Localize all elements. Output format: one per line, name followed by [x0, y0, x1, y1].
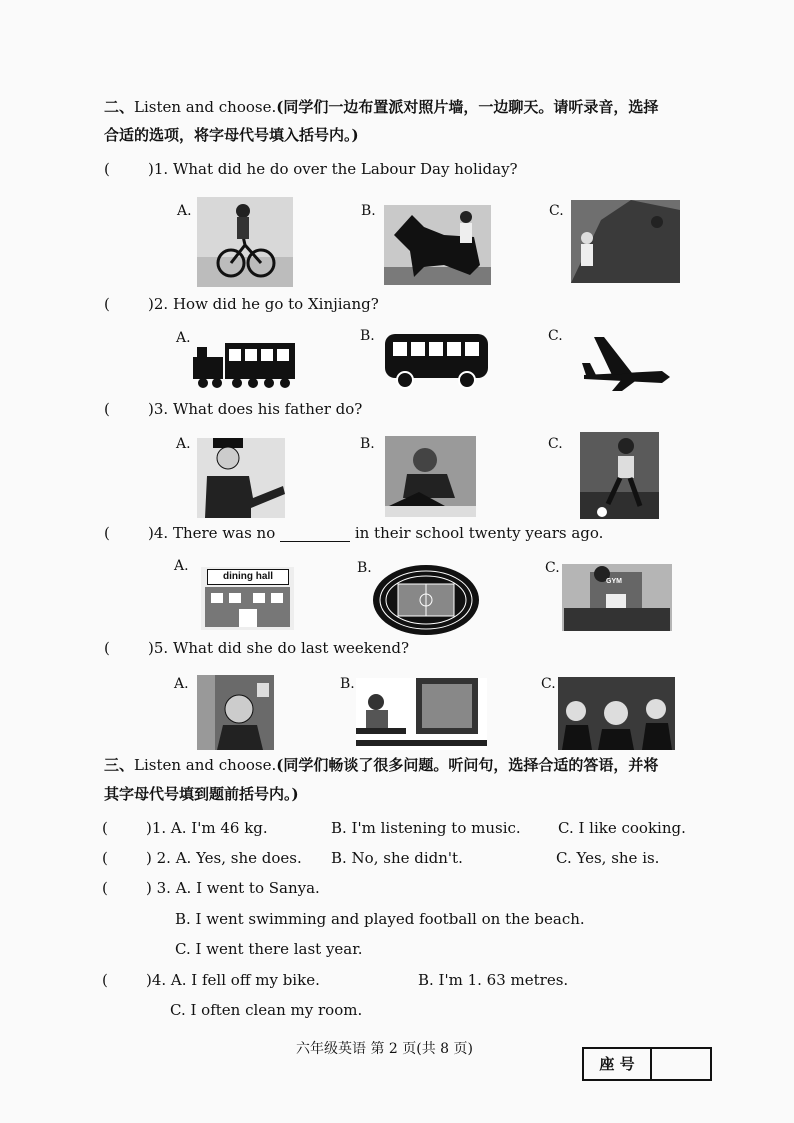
section2-number: 二、: [104, 98, 135, 116]
q5-question: )5. What did she do last weekend?: [148, 639, 410, 657]
office-worker-picture: [385, 436, 476, 517]
s3-q1-option-b: B. I'm listening to music.: [331, 819, 521, 837]
q5-option-b-label: B.: [340, 676, 355, 692]
s3-q3-option-a: ) 3. A. I went to Sanya.: [146, 879, 320, 897]
q5-option-c-label: C.: [541, 676, 556, 692]
section3-number: 三、: [104, 756, 135, 774]
riding-horse-picture: [384, 205, 491, 285]
q3-paren: (: [104, 400, 110, 418]
airplane-icon: [582, 333, 672, 391]
section3-heading-line2: 其字母代号填到题前括号内。): [104, 785, 299, 803]
q5-paren: (: [104, 639, 110, 657]
dining-hall-sign: dining hall: [207, 569, 289, 585]
watching-tv-picture: [356, 678, 487, 750]
q3-option-c-label: C.: [548, 436, 563, 452]
s3-q1-paren: (: [102, 819, 108, 837]
s3-q4-paren: (: [102, 971, 108, 989]
section3-title-en: Listen and choose.: [134, 756, 277, 774]
seat-number-box: [582, 1047, 712, 1081]
s3-q2-paren: (: [102, 849, 108, 867]
q2-option-a-label: A.: [176, 330, 191, 346]
q1-question: )1. What did he do over the Labour Day holiday?: [148, 160, 518, 178]
girl-reading-picture: [197, 675, 274, 750]
q4-option-a-label: A.: [174, 558, 189, 574]
q1-option-c-label: C.: [549, 203, 564, 219]
q4-option-c-label: C.: [545, 560, 560, 576]
q1-option-a-label: A.: [177, 203, 192, 219]
section2-heading-line1: [104, 98, 658, 116]
s3-q3-option-b: B. I went swimming and played football on the beach.: [175, 910, 585, 928]
page-footer: 六年级英语 第 2 页(共 8 页): [296, 1041, 473, 1057]
q3-option-a-label: A.: [176, 436, 191, 452]
section2-instruction: (同学们一边布置派对照片墙，一边聊天。请听录音，选择: [276, 98, 659, 116]
s3-q2-option-c: C. Yes, she is.: [556, 849, 660, 867]
playground-track-picture: [372, 564, 480, 636]
q2-question: )2. How did he go to Xinjiang?: [148, 295, 379, 313]
answer-blank: [280, 527, 350, 542]
q5-option-a-label: A.: [174, 676, 189, 692]
train-icon: [193, 337, 296, 390]
section2-heading-line2: 合适的选项，将字母代号填入括号内。): [104, 126, 359, 144]
q2-paren: (: [104, 295, 110, 313]
q2-option-b-label: B.: [360, 328, 375, 344]
seat-label: 座 号: [584, 1049, 652, 1079]
q3-question: )3. What does his father do?: [148, 400, 363, 418]
q4-question: )4. There was no in their school twenty years ago.: [148, 524, 604, 542]
police-officer-picture: [197, 438, 285, 518]
section3-instruction: (同学们畅谈了很多问题。听问句，选择合适的答语，并将: [276, 756, 659, 774]
gym-picture: [562, 564, 672, 631]
q1-option-b-label: B.: [361, 203, 376, 219]
q4-option-b-label: B.: [357, 560, 372, 576]
s3-q2-option-a: ) 2. A. Yes, she does.: [146, 849, 302, 867]
q3-option-b-label: B.: [360, 436, 375, 452]
football-player-picture: [580, 432, 659, 519]
dining-hall-picture: [201, 567, 294, 630]
s3-q2-option-b: B. No, she didn't.: [331, 849, 463, 867]
concert-audience-picture: [558, 677, 675, 750]
q1-paren: (: [104, 160, 110, 178]
s3-q4-option-c: C. I often clean my room.: [170, 1001, 363, 1019]
s3-q4-option-b: B. I'm 1. 63 metres.: [418, 971, 569, 989]
q2-option-c-label: C.: [548, 328, 563, 344]
section3-heading-line1: [104, 756, 658, 774]
hiking-picture: [571, 200, 680, 283]
section2-title-en: Listen and choose.: [134, 98, 277, 116]
s3-q1-option-a: )1. A. I'm 46 kg.: [146, 819, 268, 837]
q4-paren: (: [104, 524, 110, 542]
gym-sign: GYM: [606, 578, 622, 585]
s3-q4-option-a: )4. A. I fell off my bike.: [146, 971, 320, 989]
s3-q1-option-c: C. I like cooking.: [558, 819, 686, 837]
s3-q3-paren: (: [102, 879, 108, 897]
riding-bike-picture: [197, 197, 293, 287]
bus-icon: [383, 330, 490, 390]
s3-q3-option-c: C. I went there last year.: [175, 940, 363, 958]
seat-number-field[interactable]: [652, 1049, 710, 1079]
